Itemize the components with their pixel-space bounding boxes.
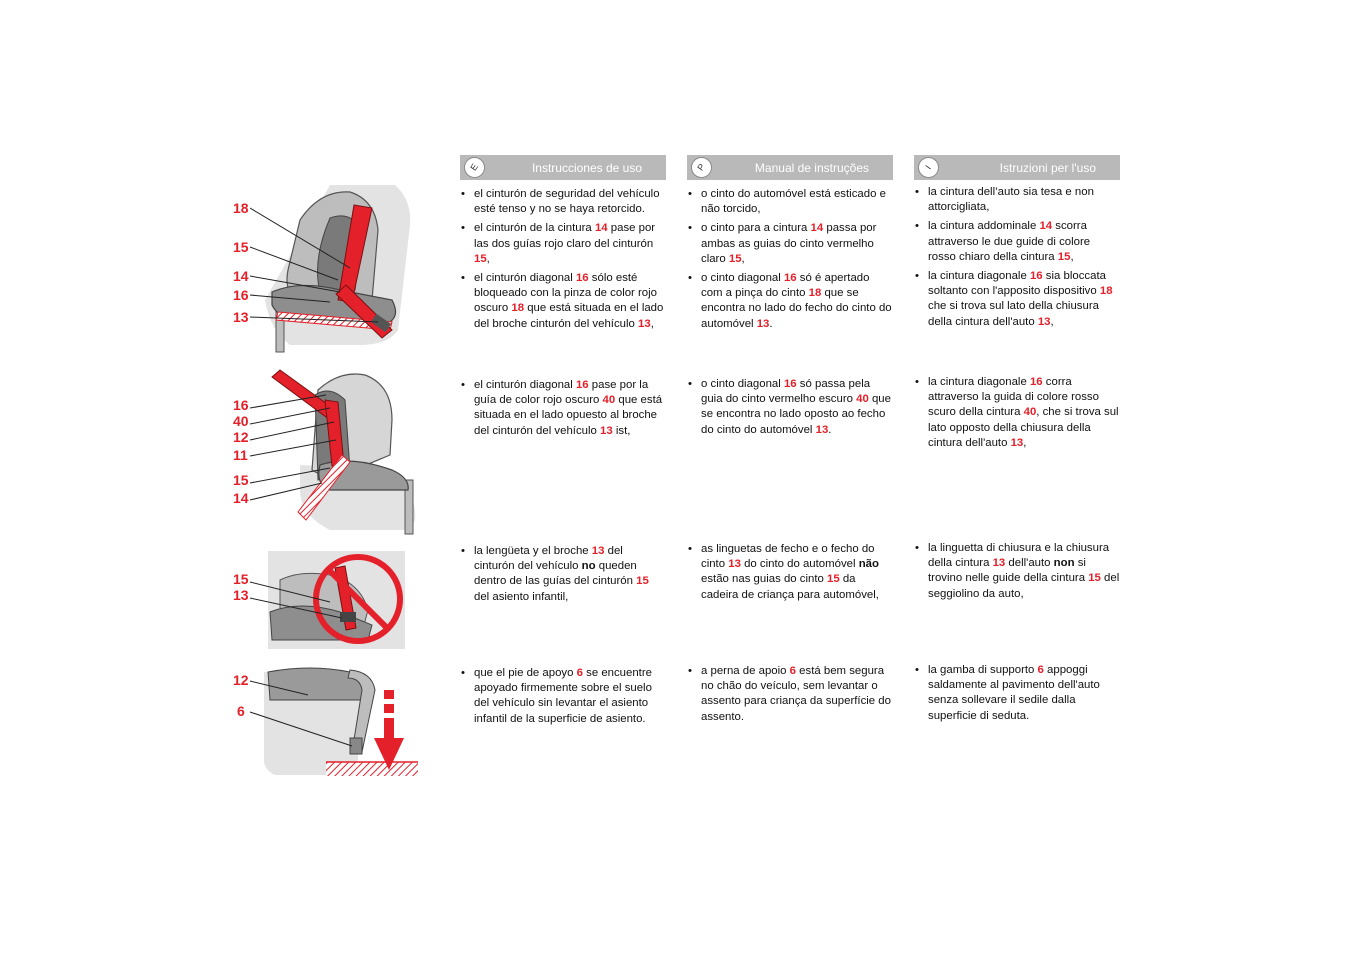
list-item: • la lengüeta y el broche 13 del cinturón del vehículo no queden dentro de las guías del cinturón 15 del asiento infantil, — [460, 544, 666, 605]
block-buckle — [914, 541, 1120, 606]
list-item: • el cinturón de la cintura 14 pase por las dos guías rojo claro del cinturón 15, — [460, 221, 666, 267]
figure-seat-belt-routing-2 — [233, 370, 415, 534]
block-belt-check — [460, 187, 666, 336]
list-item: • la cintura addominale 14 scorra attraverso le due guide di colore rosso chiaro della cintura 15, — [914, 219, 1120, 265]
block-support-leg — [460, 666, 666, 731]
list-item: • la cintura diagonale 16 corra attraverso la guida di colore rosso scuro della cintura 40, che si trova sul lato opposto della chiusura della cintura dell'auto 13, — [914, 375, 1120, 451]
list-item: • el cinturón diagonal 16 sólo esté bloqueado con la pinza de color rojo oscuro 18 que está situada en el lado del broche cinturón del vehículo 13, — [460, 271, 666, 332]
block-belt-check — [687, 187, 893, 336]
list-item: • el cinturón diagonal 16 pase por la guía de color rojo oscuro 40 que está situada en el lado opuesto al broche del cinturón del vehículo 13 ist, — [460, 378, 666, 439]
list-item: • que el pie de apoyo 6 se encuentre apoyado firmemente sobre el suelo del vehículo sin levantar el asiento infantil de la superficie de asiento. — [460, 666, 666, 727]
fig2-label-11: 11 — [233, 447, 248, 463]
block-diagonal-belt — [687, 377, 893, 442]
list-item: • la cintura dell’auto sia tesa e non attorcigliata, — [914, 185, 1120, 215]
language-badge-i: I — [914, 153, 943, 182]
list-item: • la linguetta di chiusura e la chiusura della cintura 13 dell'auto non si trovino nelle guide della cintura 15 del seggiolino da auto, — [914, 541, 1120, 602]
fig2-label-16: 16 — [233, 397, 249, 413]
fig2-label-15: 15 — [233, 472, 249, 488]
fig1-label-13: 13 — [233, 309, 249, 325]
language-badge-p: P — [687, 153, 716, 182]
block-support-leg — [914, 663, 1120, 728]
list-item: • el cinturón de seguridad del vehículo esté tenso y no se haya retorcido. — [460, 187, 666, 217]
header-portuguese — [687, 155, 893, 180]
list-item: • o cinto do automóvel está esticado e não torcido, — [687, 187, 893, 217]
header-title-spanish: Instrucciones de uso — [531, 161, 642, 175]
block-diagonal-belt — [460, 378, 666, 443]
fig2-label-40: 40 — [233, 413, 249, 429]
figure-support-leg — [233, 668, 418, 776]
list-item: • a perna de apoio 6 está bem segura no chão do veículo, sem levantar o assento para criança da superfície do assento. — [687, 664, 893, 725]
list-item: • as linguetas de fecho e o fecho do cinto 13 do cinto do automóvel não estão nas guias do cinto 15 da cadeira de criança para automóvel, — [687, 542, 893, 603]
figure-seat-belt-routing-1 — [233, 185, 410, 352]
fig1-label-14: 14 — [233, 268, 249, 284]
block-buckle — [460, 544, 666, 609]
figure-incorrect-buckle-position — [233, 551, 405, 649]
header-italian — [914, 155, 1120, 180]
block-diagonal-belt — [914, 375, 1120, 455]
fig2-label-14: 14 — [233, 490, 249, 506]
list-item: • o cinto diagonal 16 só é apertado com a pinça do cinto 18 que se encontra no lado do fecho do cinto do automóvel 13. — [687, 271, 893, 332]
fig2-label-12: 12 — [233, 429, 249, 445]
fig1-label-15: 15 — [233, 239, 249, 255]
list-item: • o cinto diagonal 16 só passa pela guia do cinto vermelho escuro 40 que se encontra no lado oposto ao fecho do cinto do automóvel 13. — [687, 377, 893, 438]
fig3-label-13: 13 — [233, 587, 249, 603]
header-title-italian: Istruzioni per l'uso — [999, 161, 1096, 175]
list-item: • la cintura diagonale 16 sia bloccata soltanto con l'apposito dispositivo 18 che si trova sul lato della chiusura della cintura dell'auto 13, — [914, 269, 1120, 330]
fig4-label-12: 12 — [233, 672, 249, 688]
fig4-label-6: 6 — [237, 703, 245, 719]
language-badge-e: E — [460, 153, 489, 182]
block-support-leg — [687, 664, 893, 729]
list-item: • la gamba di supporto 6 appoggi saldamente al pavimento dell'auto senza sollevare il sedile dalla superficie di seduta. — [914, 663, 1120, 724]
block-belt-check — [914, 185, 1120, 334]
fig3-label-15: 15 — [233, 571, 249, 587]
header-title-portuguese: Manual de instruções — [754, 161, 869, 175]
header-spanish — [460, 155, 666, 180]
fig1-label-18: 18 — [233, 200, 249, 216]
block-buckle — [687, 542, 893, 607]
list-item: • o cinto para a cintura 14 passa por ambas as guias do cinto vermelho claro 15, — [687, 221, 893, 267]
fig1-label-16: 16 — [233, 287, 249, 303]
